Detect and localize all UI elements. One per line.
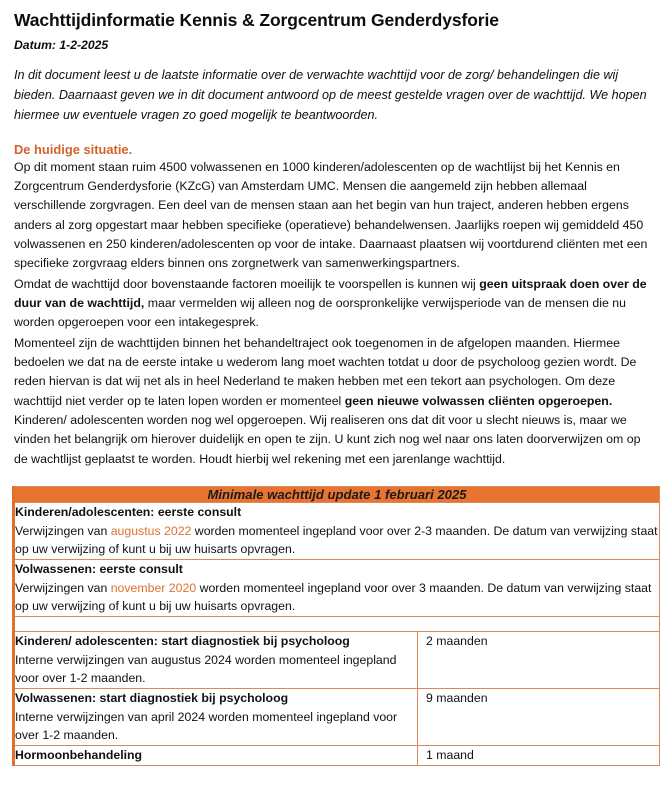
waiting-times-table [12,486,660,766]
page-title: Wachttijdinformatie Kennis & Zorgcentrum Genderdysforie [14,10,499,30]
paragraph-2-bold: geen uitspraak doen over de duur van de wachttijd, [14,276,647,310]
document-date: Datum: 1-2-2025 [14,37,109,52]
row-text-before: Verwijzingen van [15,523,111,538]
paragraph-1-text: Op dit moment staan ruim 4500 volwassenen en 1000 kinderen/adolescenten op de wachtlijst bij het Kennis en Zorgcentrum Genderdysforie (KZcG) van Amsterdam UMC. Mensen die aangemeld zijn hebben allemaal verschillende zorgvragen. Een deel van de mensen staan aan het begin van hun traject, anderen hebben ergens anders al zorg opgestart maar hebben specifieke (operatieve) behandelwensen. Jaarlijks roepen wij gemiddeld 450 volwassenen en 250 kinderen/adolescenten op voor de intake. Daarnaast plaatsen wij voortdurend cliënten met een specifieke zorgvraag elders binnen ons zorgnetwerk van samenwerkingspartners. [14,159,648,271]
row-title: Volwassenen: eerste consult [15,561,183,576]
spacer-cell [14,616,660,631]
paragraph-3-bold: geen nieuwe volwassen cliënten opgeroepen. [344,393,613,408]
row-title: Kinderen/adolescenten: eerste consult [15,504,242,519]
row-children-first-consult [14,502,660,559]
row-text-before: Interne verwijzingen van augustus 2024 worden momenteel ingepland voor over 1-2 maanden. [15,652,397,686]
table-header-row [14,486,660,502]
section-heading-huidige-situatie: De huidige situatie. [14,141,133,157]
table-row [14,746,660,766]
row-hormone-treatment [14,746,418,766]
row-value-children-diagnostics: 2 maanden [418,631,660,688]
row-value-adults-diagnostics: 9 maanden [418,689,660,746]
table-row [14,502,660,559]
paragraph-3-text-before: Momenteel zijn de wachttijden binnen het behandeltraject ook toegenomen in de afgelopen maanden. Hiermee bedoelen we dat na de eerste intake u wederom lang moet wachten totdat u door de psycholoog gezien wordt. De reden hiervan is dat wij net als in heel Nederland te maken hebben met een tekort aan psychologen. Om deze wachttijd niet verder op te laten lopen worden er momenteel [14,335,637,408]
paragraph-2-text-after: maar vermelden wij alleen nog de oorspronkelijke verwijsperiode van de mensen die nu worden opgeroepen voor een intakegesprek. [14,296,626,330]
row-title: Kinderen/ adolescenten: start diagnostiek bij psycholoog [15,633,350,648]
row-adults-diagnostics [14,689,418,746]
row-text-after: worden momenteel ingepland voor over 2-3 maanden. De datum van verwijzing staat op uw verwijzing of kunt u bij uw huisarts opvragen. [15,523,658,557]
row-accent-date: november 2020 [110,580,197,595]
table-row [14,631,660,688]
row-adults-first-consult [14,559,660,616]
intro-paragraph: In dit document leest u de laatste informatie over de verwachte wachttijd voor de zorg/ behandelingen die wij bieden. Daarnaast geven we in dit document antwoord op de meest gestelde vragen over de wachttijd. We hopen hiermee uw eventuele vragen zo goed mogelijk te beantwoorden. [14,67,647,123]
row-title: Volwassenen: start diagnostiek bij psycholoog [15,691,289,705]
table-spacer-row [14,616,660,631]
paragraph-treatment-delays [14,334,658,469]
row-text-after: worden momenteel ingepland voor over 3 maanden. De datum van verwijzing staat op uw verwijzing of kunt u bij uw huisarts opvragen. [15,580,652,614]
row-text-before: Interne verwijzingen van april 2024 worden momenteel ingepland voor over 1-2 maanden. [15,709,398,743]
row-children-diagnostics [14,631,418,688]
table-row [14,689,660,746]
row-accent-date: augustus 2022 [110,523,192,538]
row-value-hormone-treatment: 1 maand [418,746,660,766]
table-header-title: Minimale wachttijd update 1 februari 2025 [14,486,660,502]
row-text-before: Verwijzingen van [15,580,111,595]
paragraph-3-text-after: Kinderen/ adolescenten worden nog wel opgeroepen. Wij realiseren ons dat dit voor u slecht nieuws is, maar we vinden het belangrijk om hierover duidelijk en open te zijn. U kunt zich nog wel naar ons laten doorverwijzen om op de wachtlijst geplaatst te worden. Houdt hierbij wel rekening met een jarenlange wachttijd. [14,412,641,466]
paragraph-current-situation [14,158,658,274]
paragraph-2-text-before: Omdat de wachttijd door bovenstaande factoren moeilijk te voorspellen is kunnen wij [14,276,480,291]
paragraph-waiting-time-statement [14,275,658,333]
table-row [14,559,660,616]
row-title: Hormoonbehandeling [15,748,143,763]
